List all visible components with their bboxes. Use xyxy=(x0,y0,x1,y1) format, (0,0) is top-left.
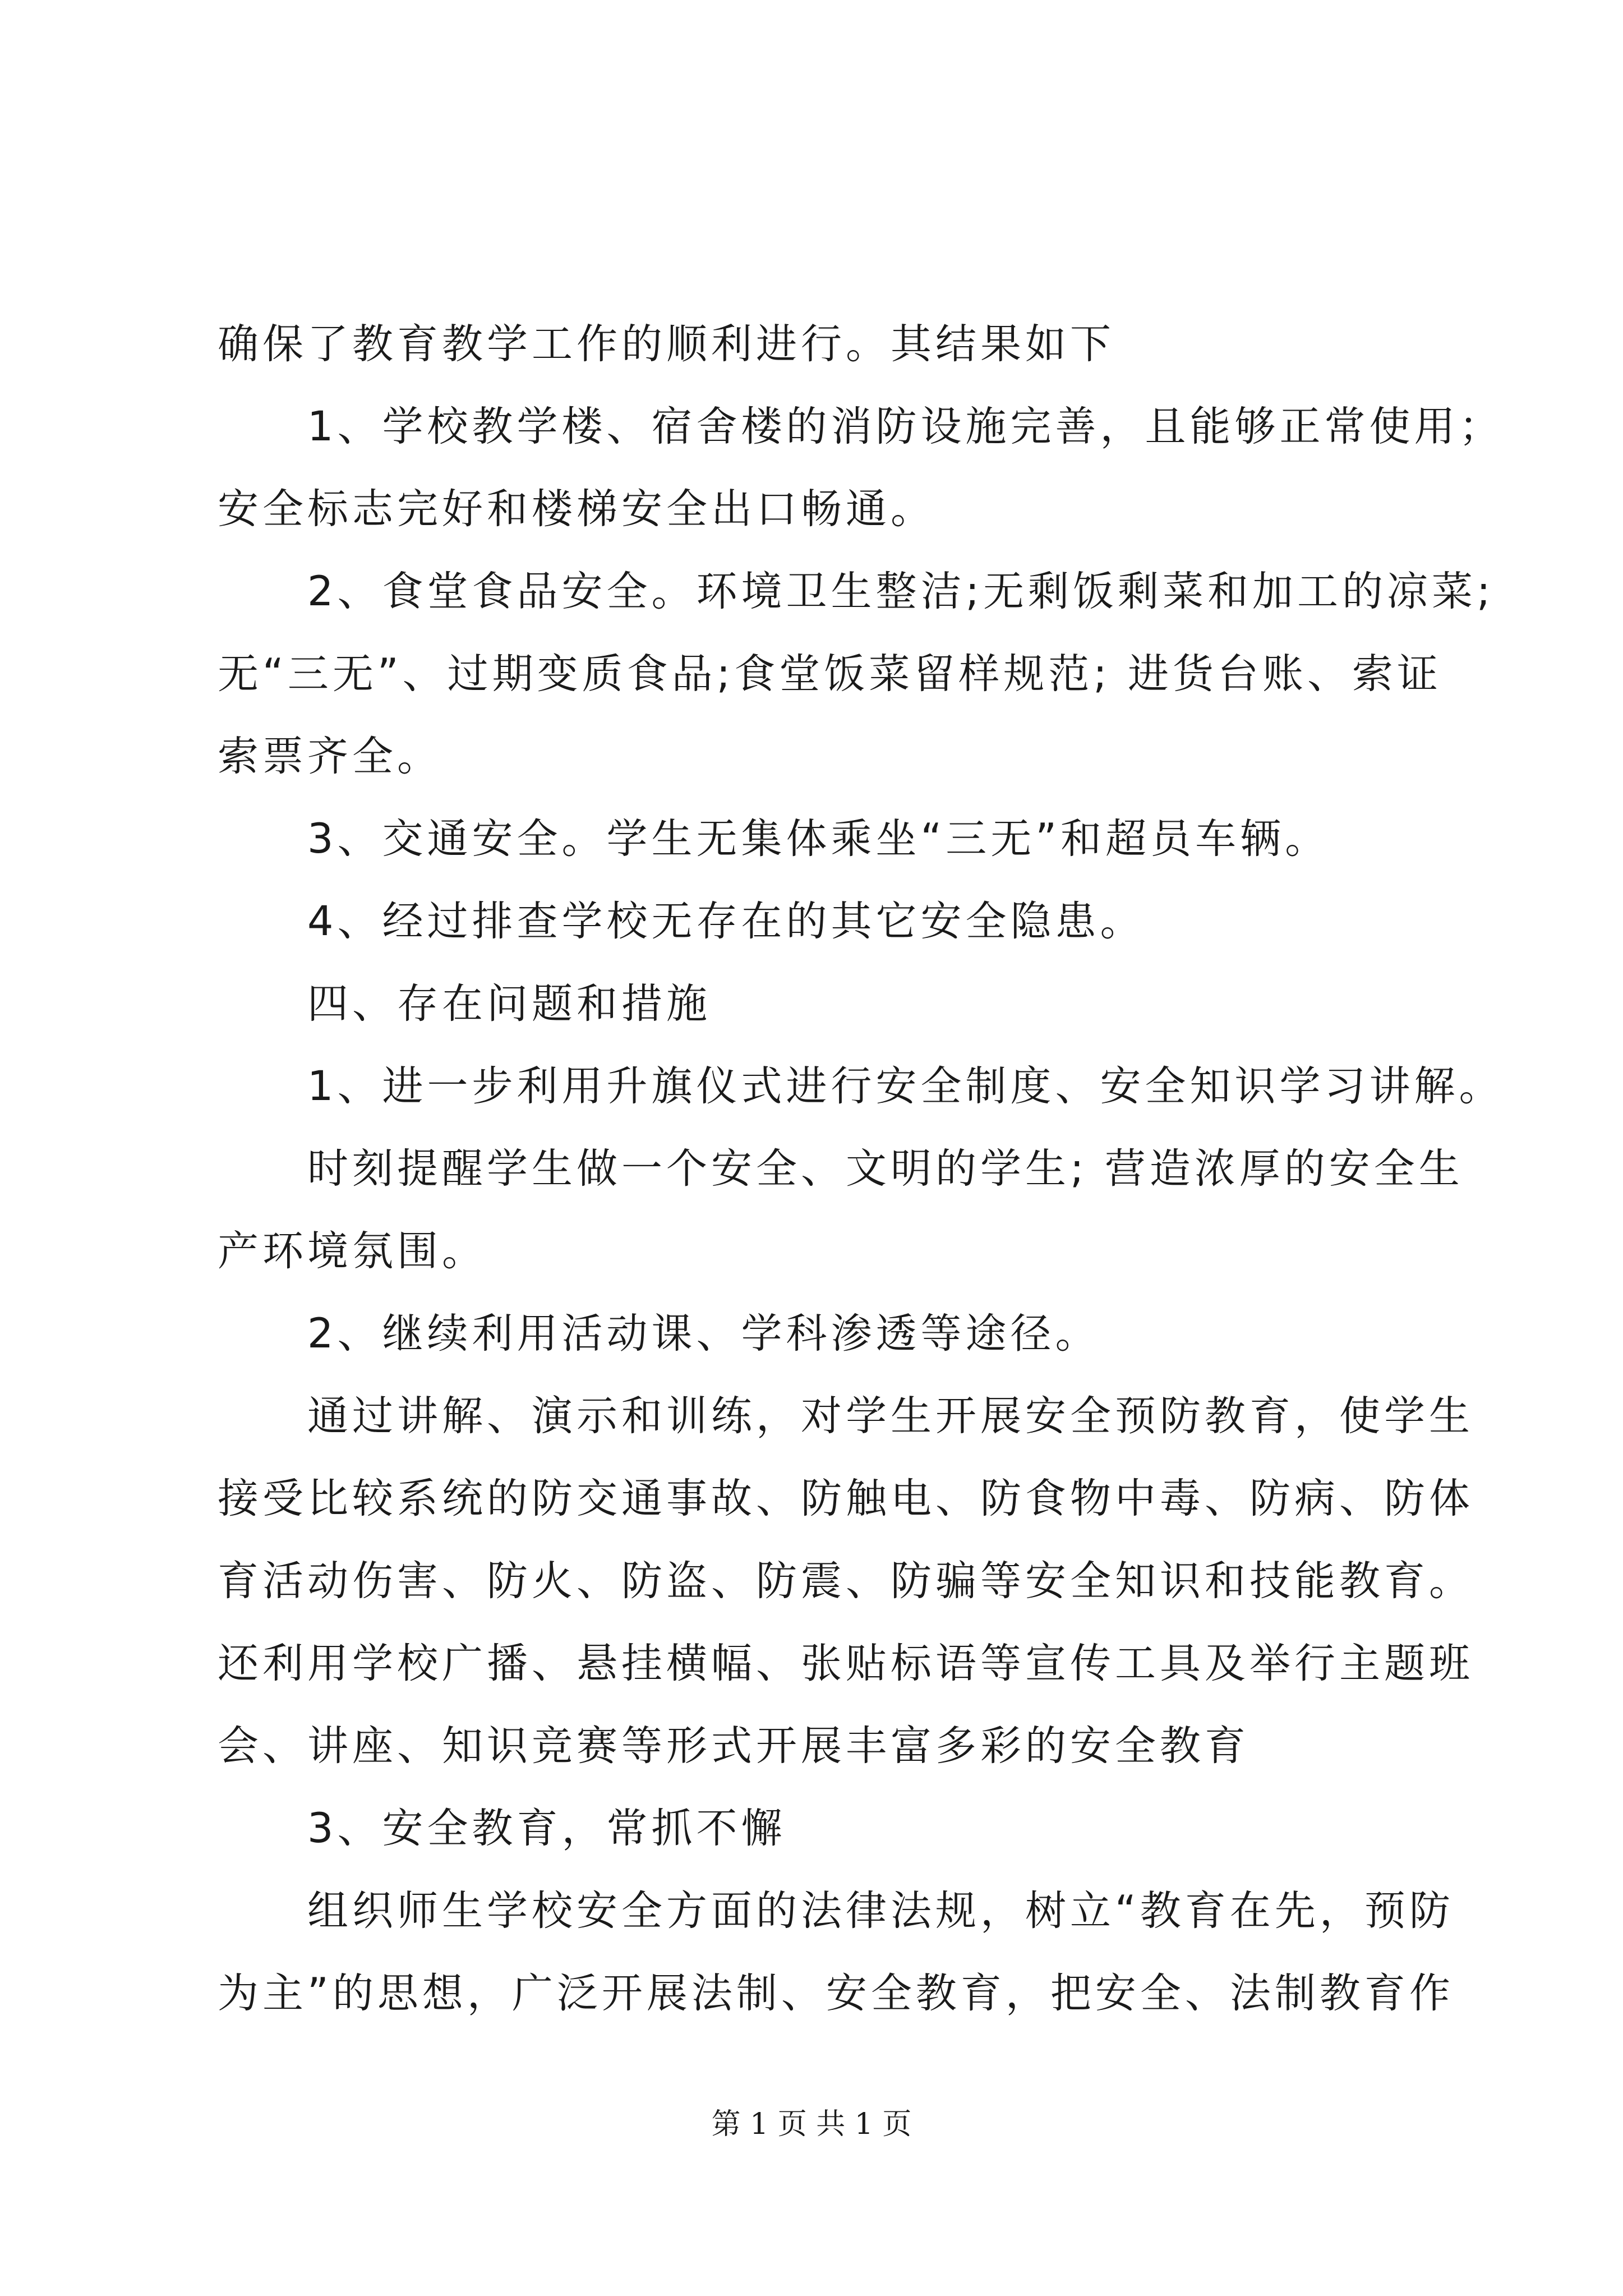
text-line: 育活动伤害、防火、防盗、防震、防骗等安全知识和技能教育。 xyxy=(218,1557,1474,1605)
text-line: 产环境氛围。 xyxy=(218,1227,487,1275)
text-line: 2、食堂食品安全。环境卫生整洁;无剩饭剩菜和加工的凉菜; xyxy=(307,568,1495,615)
text-line: 会、讲座、知识竞赛等形式开展丰富多彩的安全教育 xyxy=(218,1722,1249,1770)
text-line: 接受比较系统的防交通事故、防触电、防食物中毒、防病、防体 xyxy=(218,1475,1474,1522)
document-body xyxy=(218,303,1504,2035)
text-line: 2、继续利用活动课、学科渗透等途径。 xyxy=(307,1310,1100,1358)
text-line: 3、安全教育，常抓不懈 xyxy=(307,1805,786,1852)
text-line: 4、经过排查学校无存在的其它安全隐患。 xyxy=(307,898,1145,945)
text-line: 1、进一步利用升旗仪式进行安全制度、安全知识学习讲解。 xyxy=(307,1062,1504,1110)
text-line: 1、学校教学楼、宿舍楼的消防设施完善，且能够正常使用； xyxy=(307,403,1504,450)
text-line: 组织师生学校安全方面的法律法规，树立“教育在先，预防 xyxy=(307,1887,1454,1935)
section-heading: 四、存在问题和措施 xyxy=(307,980,711,1028)
text-line: 索票齐全。 xyxy=(218,733,442,780)
text-line: 为主”的思想，广泛开展法制、安全教育，把安全、法制教育作 xyxy=(218,1970,1454,2017)
page-number-footer: 第 1 页 共 1 页 xyxy=(711,2108,912,2141)
text-line: 安全标志完好和楼梯安全出口畅通。 xyxy=(218,485,935,533)
text-line: 通过讲解、演示和训练，对学生开展安全预防教育，使学生 xyxy=(307,1392,1474,1440)
text-line: 确保了教育教学工作的顺利进行。其结果如下 xyxy=(218,320,1115,368)
text-line: 还利用学校广播、悬挂横幅、张贴标语等宣传工具及举行主题班 xyxy=(218,1640,1474,1687)
text-line: 无“三无”、过期变质食品;食堂饭菜留样规范; 进货台账、索证 xyxy=(218,650,1442,698)
text-line: 时刻提醒学生做一个安全、文明的学生; 营造浓厚的安全生 xyxy=(307,1145,1464,1193)
text-line: 3、交通安全。学生无集体乘坐“三无”和超员车辆。 xyxy=(307,815,1330,863)
